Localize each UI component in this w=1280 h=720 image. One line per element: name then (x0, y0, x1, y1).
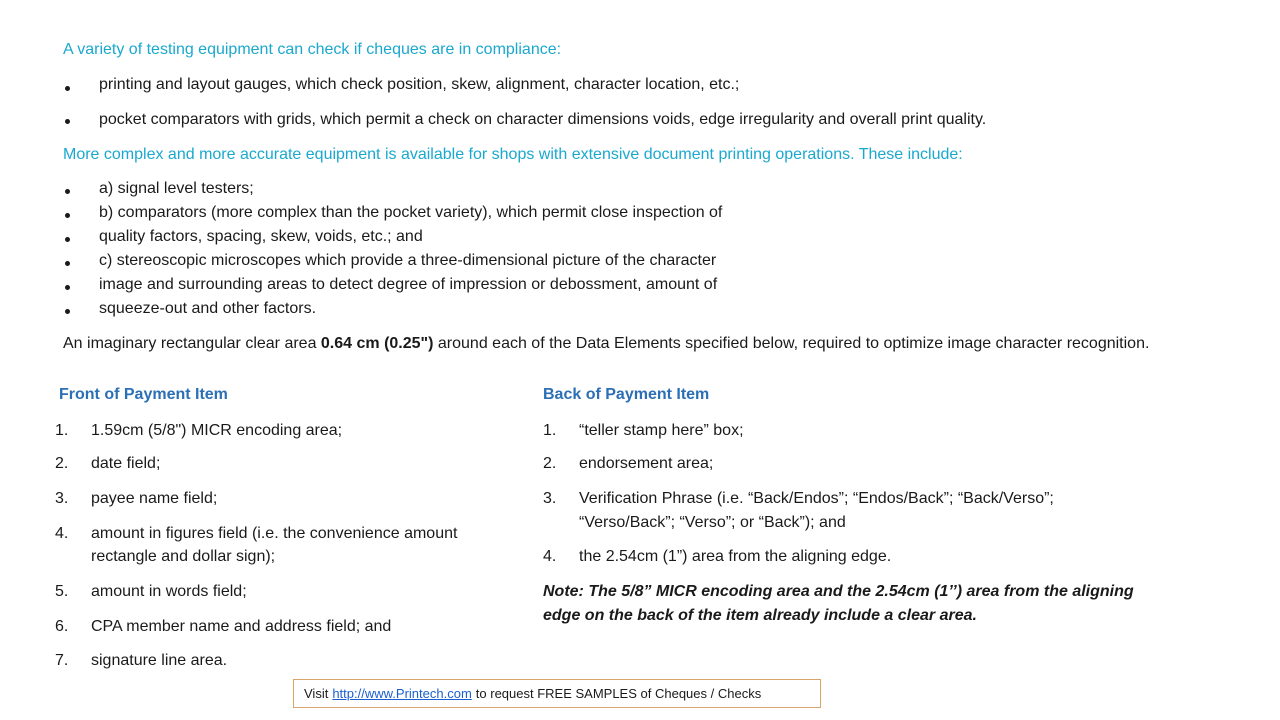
list-number: 6. (55, 618, 69, 635)
bullet-icon (65, 189, 70, 194)
bullet-icon (65, 237, 70, 242)
note-line-1: Note: The 5/8” MICR encoding area and the 2.54cm (1’’) area from the aligning (543, 583, 1134, 600)
complex-bullet-2: b) comparators (more complex than the pocket variety), which permit close inspection of (99, 204, 723, 221)
back-item-4: the 2.54cm (1”) area from the aligning edge. (579, 548, 892, 565)
front-title: Front of Payment Item (59, 386, 228, 403)
bullet-icon (65, 213, 70, 218)
intro-bullet-1: printing and layout gauges, which check position, skew, alignment, character location, etc.; (99, 76, 740, 93)
bullet-icon (65, 285, 70, 290)
visit-banner (293, 679, 821, 708)
front-item-3: payee name field; (91, 490, 218, 507)
list-number: 2. (55, 455, 69, 472)
complex-bullet-6: squeeze-out and other factors. (99, 300, 317, 317)
list-number: 3. (543, 490, 557, 507)
front-item-7: signature line area. (91, 652, 228, 669)
intro-text: A variety of testing equipment can check if cheques are in compliance: (63, 41, 562, 58)
clear-area-text: An imaginary rectangular clear area 0.64 cm (0.25") around each of the Data Elements specified below, required to optimize image character recognition. (63, 335, 1150, 352)
front-item-5: amount in words field; (91, 583, 247, 600)
complex-bullet-1: a) signal level testers; (99, 180, 254, 197)
complex-bullet-3: quality factors, spacing, skew, voids, etc.; and (99, 228, 423, 245)
visit-rest: to request FREE SAMPLES of Cheques / Checks (475, 686, 762, 701)
list-number: 7. (55, 652, 69, 669)
visit-label: Visit (304, 686, 329, 701)
complex-bullet-4: c) stereoscopic microscopes which provide a three-dimensional picture of the character (99, 252, 717, 269)
back-item-3: Verification Phrase (i.e. “Back/Endos”; “Endos/Back”; “Back/Verso”; (579, 490, 1054, 507)
list-number: 5. (55, 583, 69, 600)
note-line-2: edge on the back of the item already include a clear area. (543, 607, 977, 624)
back-item-2: endorsement area; (579, 455, 714, 472)
complex-bullet-5: image and surrounding areas to detect degree of impression or debossment, amount of (99, 276, 718, 293)
front-item-4-cont: rectangle and dollar sign); (91, 548, 276, 565)
list-number: 2. (543, 455, 557, 472)
bullet-icon (65, 261, 70, 266)
list-number: 4. (543, 548, 557, 565)
back-item-1: “teller stamp here” box; (579, 422, 744, 439)
list-number: 3. (55, 490, 69, 507)
list-number: 1. (543, 422, 557, 439)
front-item-1: 1.59cm (5/8") MICR encoding area; (91, 422, 343, 439)
bullet-icon (65, 309, 70, 314)
list-number: 1. (55, 422, 69, 439)
intro-bullet-2: pocket comparators with grids, which permit a check on character dimensions voids, edge irregularity and overall print quality. (99, 111, 987, 128)
back-title: Back of Payment Item (543, 386, 710, 403)
bullet-icon (65, 119, 70, 124)
front-item-4: amount in figures field (i.e. the convenience amount (91, 525, 458, 542)
complex-intro: More complex and more accurate equipment is available for shops with extensive document printing operations. These include: (63, 146, 963, 163)
clear-area-measure: 0.64 cm (0.25") (320, 335, 434, 352)
front-item-6: CPA member name and address field; and (91, 618, 392, 635)
bullet-icon (65, 86, 70, 91)
list-number: 4. (55, 525, 69, 542)
printech-link[interactable]: http://www.Printech.com (332, 686, 472, 701)
front-item-2: date field; (91, 455, 161, 472)
back-item-3-cont: “Verso/Back”; “Verso”; or “Back”); and (579, 514, 846, 531)
